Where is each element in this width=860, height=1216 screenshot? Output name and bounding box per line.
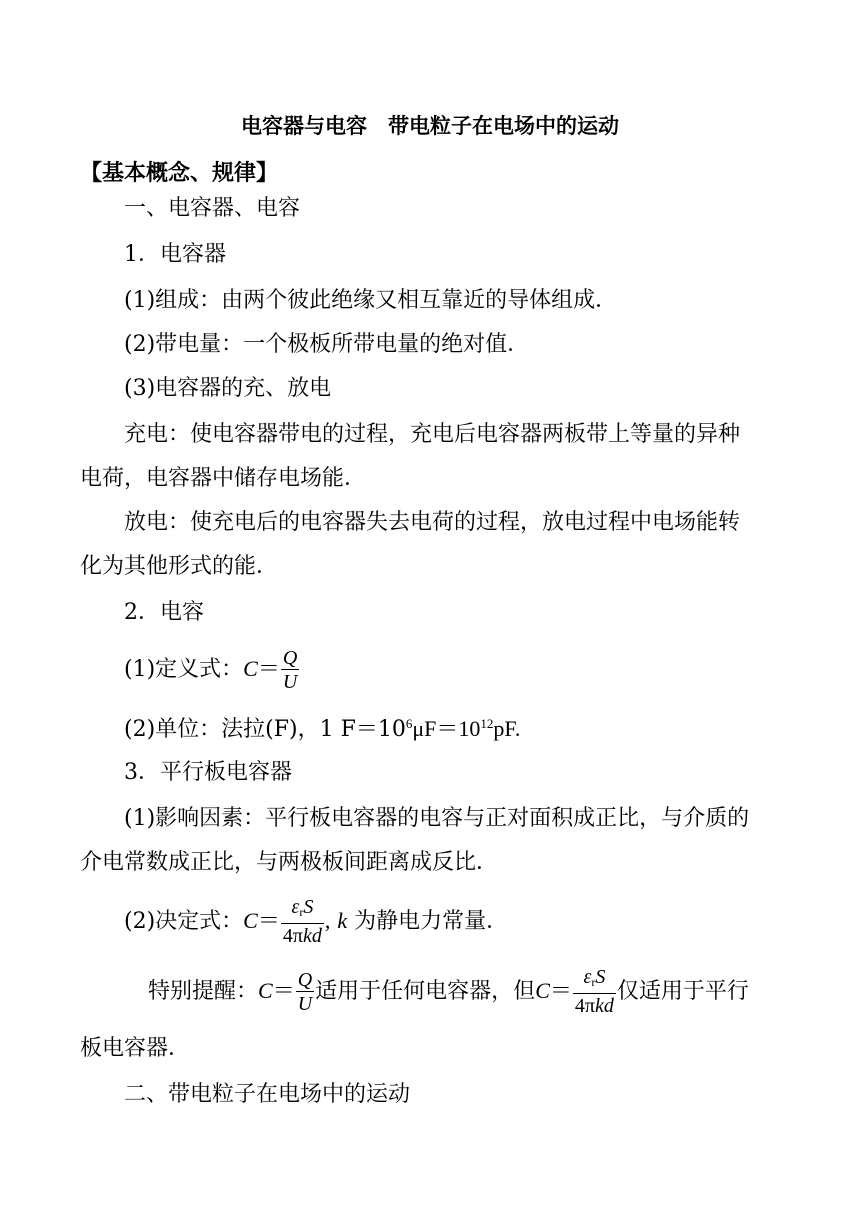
note-formula-c: C (258, 978, 273, 1003)
unit-suffix: pF. (493, 716, 521, 741)
note-fraction-eps-s-over-4pikd (573, 966, 616, 1018)
fraction-eps-s-over-4pikd (281, 896, 324, 948)
unit-mid: μF＝10 (412, 716, 481, 741)
denominator-4pikd (281, 924, 324, 948)
k-symbol: k (337, 908, 348, 933)
k-d: kd (302, 925, 322, 947)
para-factors-line2: 介电常数成正比，与两极板间距离成反比． (80, 850, 499, 875)
unit-prefix: (2)单位：法拉(F)，1 F＝10 (124, 717, 406, 742)
note-area-s: S (595, 966, 606, 988)
area-s: S (303, 896, 314, 918)
para-discharging-line1: 放电：使充电后的电容器失去电荷的过程，放电过程中电场能转 (124, 510, 741, 535)
determining-label: (2)决定式： (124, 909, 244, 934)
para-definition (124, 646, 300, 694)
definition-label: (1)定义式： (124, 657, 244, 682)
note-label: 特别提醒： (148, 979, 259, 1004)
formula-c: C (243, 656, 258, 681)
para-special-note (148, 966, 749, 1018)
heading-capacitor: 一、电容器、电容 (124, 196, 301, 221)
note-suffix: 仅适用于平行 (616, 979, 749, 1004)
denominator-u: U (282, 670, 298, 693)
para-charging-line2: 电荷，电容器中储存电场能． (80, 466, 367, 491)
para-discharging-line2: 化为其他形式的能． (80, 554, 279, 579)
para-factors-line1: (1)影响因素：平行板电容器的电容与正对面积成正比，与介质的 (124, 806, 750, 831)
note-four-pi: 4π (574, 995, 595, 1017)
para-charging-line1: 充电：使电容器带电的过程，充电后电容器两板带上等量的异种 (124, 422, 741, 447)
para-special-note-line2: 板电容器． (80, 1036, 191, 1061)
section-header: 【基本概念、规律】 (80, 160, 279, 186)
heading-particle-motion: 二、带电粒子在电场中的运动 (124, 1082, 411, 1107)
para-determining (124, 896, 508, 948)
heading-capacitor-1: 1．电容器 (124, 242, 226, 267)
numerator-eps-s (281, 896, 324, 924)
formula-comma: , (324, 908, 331, 933)
para-charge-discharge: (3)电容器的充、放电 (124, 376, 332, 401)
heading-parallel-plate: 3．平行板电容器 (124, 760, 292, 785)
note-fraction-q-over-u (296, 969, 314, 1016)
note-formula-eq: ＝ (272, 978, 295, 1003)
note-numerator-q: Q (297, 968, 313, 991)
note-epsilon-symbol: ε (583, 966, 592, 988)
para-composition: (1)组成：由两个彼此绝缘又相互靠近的导体组成． (124, 288, 618, 313)
para-unit (124, 714, 520, 745)
note-formula-c-2: C (535, 978, 550, 1003)
note-denominator-4pikd (573, 994, 616, 1018)
epsilon-subscript: r (299, 905, 304, 919)
fraction-q-over-u (281, 647, 299, 694)
unit-exponent-6: 6 (405, 716, 413, 731)
page-title: 电容器与电容 带电粒子在电场中的运动 (241, 113, 619, 138)
four-pi: 4π (282, 925, 303, 947)
numerator-q: Q (282, 646, 298, 669)
heading-capacitance: 2．电容 (124, 600, 204, 625)
epsilon-symbol: ε (291, 896, 300, 918)
note-numerator-eps-s (573, 966, 616, 994)
note-epsilon-subscript: r (591, 975, 596, 989)
formula-eq-2: ＝ (257, 908, 280, 933)
determining-suffix: 为静电力常量． (354, 909, 509, 934)
note-denominator-u: U (297, 992, 313, 1015)
note-mid: 适用于任何电容器，但 (315, 979, 536, 1004)
para-charge-amount: (2)带电量：一个极板所带电量的绝对值． (124, 332, 530, 357)
formula-eq: ＝ (257, 656, 280, 681)
note-formula-eq-2: ＝ (549, 978, 572, 1003)
unit-exponent-12: 12 (480, 716, 494, 731)
formula-c-2: C (243, 908, 258, 933)
note-k-d: kd (595, 995, 614, 1017)
